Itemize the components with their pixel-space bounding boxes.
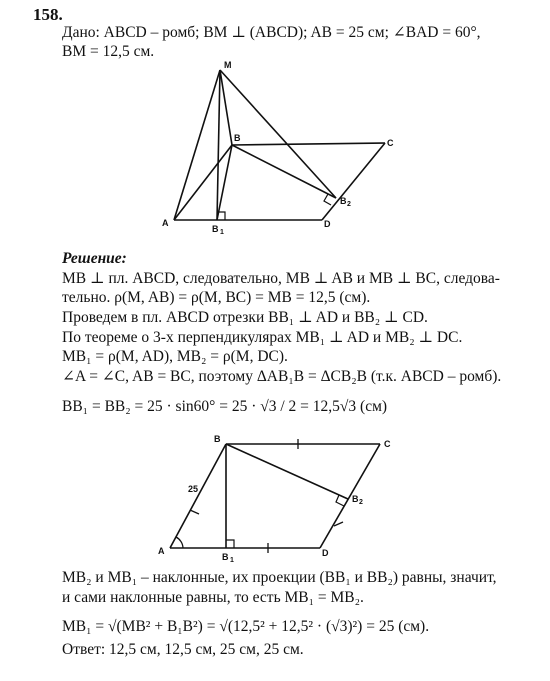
solution-heading: Решение: — [62, 250, 127, 267]
edge-CD — [320, 444, 380, 548]
solution-line-6: ∠A = ∠C, AB = BC, поэтому ΔAB₁B = ΔCB₂B (т.к. ABCD – ромб). — [62, 368, 502, 385]
figure-pyramid — [160, 60, 400, 240]
angle-arc-A — [176, 537, 183, 548]
figure-rhombus — [150, 430, 410, 565]
problem-number: 158. — [33, 5, 63, 24]
answer-line: Ответ: 12,5 см, 12,5 см, 25 см, 25 см. — [62, 641, 304, 658]
label-B1: B — [222, 552, 229, 562]
label-B2-sub: 2 — [347, 201, 351, 208]
label-D: D — [324, 219, 331, 229]
label-side-length: 25 — [188, 484, 199, 494]
edge-CD — [322, 143, 385, 220]
label-C: C — [387, 138, 394, 148]
label-B1-sub: 1 — [230, 557, 234, 564]
conclusion-line-2: и сами наклонные равны, то есть MB₁ = MB₂. — [62, 589, 364, 606]
solution-line-4: По теореме о 3-х перпендикулярах MB₁ ⊥ AD и MB₂ ⊥ DC. — [62, 329, 463, 346]
edge-MB1 — [217, 70, 220, 220]
solution-line-2: тельно. ρ(M, AB) = ρ(M, BC) = MB = 12,5 (см). — [62, 289, 371, 306]
label-C: C — [384, 439, 391, 449]
right-angle-B1 — [226, 540, 234, 548]
formula-bb1: BB₁ = BB₂ = 25 · sin60° = 25 · √3 / 2 = 12,5√3 (см) — [62, 398, 388, 415]
formula-mb1: MB₁ = √(MB² + B₁B²) = √(12,5² + 12,5² · (√3)²) = 25 (см). — [62, 618, 430, 635]
solution-line-5: MB₁ = ρ(M, AD), MB₂ = ρ(M, DC). — [62, 348, 288, 365]
label-M: M — [224, 60, 232, 70]
given-line-1: Дано: ABCD – ромб; BM ⊥ (ABCD); AB = 25 см; ∠BAD = 60°, — [62, 24, 481, 41]
edge-BB2 — [232, 145, 336, 198]
edge-BC — [232, 143, 385, 145]
label-B: B — [214, 434, 221, 444]
edge-MA — [174, 70, 220, 220]
label-A: A — [162, 218, 169, 228]
label-B1: B — [212, 224, 219, 234]
label-B2: B — [340, 196, 347, 206]
tick-AB — [190, 510, 199, 514]
edge-AB — [174, 145, 232, 220]
label-B1-sub: 1 — [220, 229, 224, 236]
label-B: B — [234, 133, 241, 143]
conclusion-line-1: MB₂ и MB₁ – наклонные, их проекции (BB₁ и BB₂) равны, значит, — [62, 569, 497, 586]
label-B2-sub: 2 — [359, 499, 363, 506]
label-B2: B — [352, 494, 359, 504]
edge-BB1 — [217, 145, 232, 220]
solution-line-1: MB ⊥ пл. ABCD, следовательно, MB ⊥ AB и MB ⊥ BC, следова- — [62, 270, 500, 287]
solution-line-3: Проведем в пл. ABCD отрезки BB₁ ⊥ AD и BB₂ ⊥ CD. — [62, 309, 428, 326]
label-A: A — [158, 546, 165, 556]
edge-AB — [170, 444, 226, 548]
label-D: D — [322, 548, 329, 558]
given-line-2: BM = 12,5 см. — [62, 43, 155, 60]
edge-BB2 — [226, 444, 348, 499]
